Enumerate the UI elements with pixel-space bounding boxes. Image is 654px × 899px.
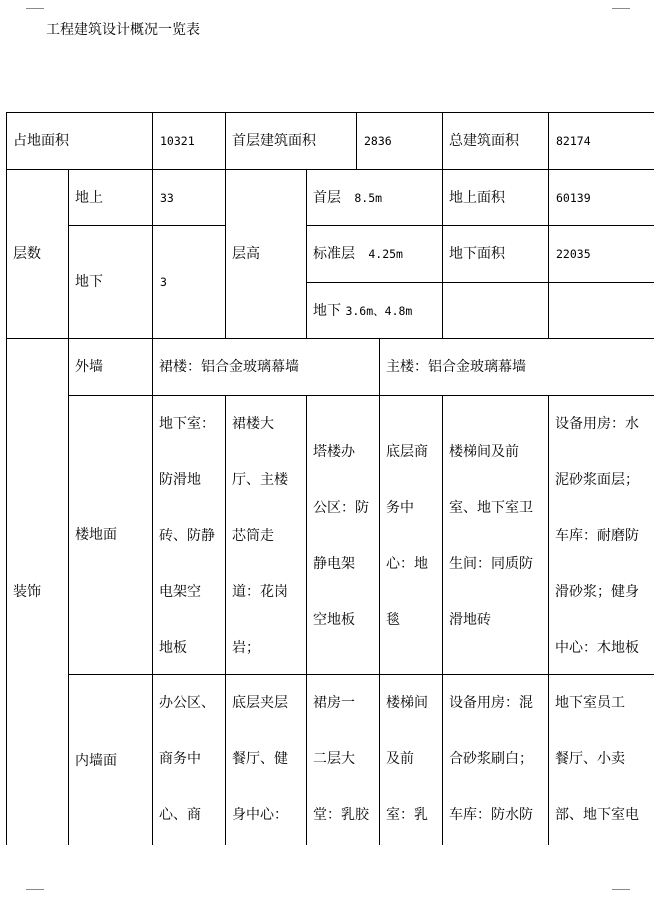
cell-text-line: 滑地砖: [449, 612, 491, 628]
cell-text-line: 车库：耐磨防: [555, 528, 639, 544]
cell-text-line: 防滑地: [159, 472, 201, 488]
floor-finish-cell: [442, 395, 548, 674]
cell-text-line: 部、地下室电: [555, 807, 639, 823]
first-floor-area-label: 首层建筑面积: [225, 112, 356, 169]
cell-text-line: 身中心：: [232, 807, 288, 823]
cell-text-line: 餐厅、小卖: [555, 751, 625, 767]
cell-text-line: 道：花岗: [232, 584, 288, 600]
cell-text-line: 芯筒走: [232, 528, 274, 544]
standard-floor-name: 标准层: [313, 246, 355, 262]
below-area-value: 22035: [548, 225, 654, 282]
floor-height-label: 层高: [225, 169, 306, 338]
cell-text-line: 办公区、: [159, 695, 215, 711]
floor-finish-label: 楼地面: [68, 395, 152, 674]
below-ground-value: 3: [152, 225, 225, 338]
cell-text-line: 裙楼大: [232, 416, 274, 432]
cell-text-line: 中心：木地板: [555, 640, 639, 656]
total-area-label: 总建筑面积: [442, 112, 548, 169]
site-area-value: 10321: [152, 112, 225, 169]
exterior-wall-label: 外墙: [68, 338, 152, 395]
page-corner-mark: [26, 0, 44, 9]
total-area-value: 82174: [548, 112, 654, 169]
cell-text-line: 室、地下室卫: [449, 500, 533, 516]
interior-wall-cell: [548, 674, 654, 845]
empty-cell: [548, 282, 654, 338]
above-ground-value: 33: [152, 169, 225, 225]
cell-text-line: 地下室员工: [555, 695, 625, 711]
cell-text-line: 设备用房：混: [449, 695, 533, 711]
underground-name: 地下: [313, 302, 341, 319]
below-ground-label: 地下: [68, 225, 152, 338]
cell-text-line: 心：地: [386, 556, 428, 572]
first-floor-height-value: 8.5m: [354, 190, 383, 205]
page-title: 工程建筑设计概况一览表: [46, 22, 200, 38]
cell-text-line: 车库：防水防: [449, 807, 533, 823]
cell-text-line: 裙房一: [313, 695, 355, 711]
cell-text-line: 电架空: [159, 584, 201, 600]
first-floor-name: 首层: [313, 189, 341, 206]
floor-finish-cell: [152, 395, 225, 674]
cell-text-line: 楼梯间及前: [449, 444, 519, 460]
cell-text-line: 砖、防静: [159, 528, 215, 544]
underground-floor-height: [306, 282, 442, 338]
cell-text-line: 滑砂浆；健身: [555, 584, 639, 600]
interior-wall-label: 内墙面: [68, 674, 152, 845]
cell-text-line: 毯: [386, 612, 400, 628]
below-area-label: 地下面积: [442, 225, 548, 282]
floors-label: 层数: [6, 169, 68, 338]
interior-wall-cell: [379, 674, 442, 845]
empty-cell: [442, 282, 548, 338]
above-ground-label: 地上: [68, 169, 152, 225]
cell-text-line: 堂：乳胶: [313, 807, 369, 823]
page-corner-mark: [612, 0, 630, 9]
standard-floor-height-value: 4.25m: [368, 247, 403, 261]
cell-text-line: 商务中: [159, 751, 201, 767]
interior-wall-cell: [225, 674, 306, 845]
cell-text-line: 公区：防: [313, 500, 369, 516]
standard-floor-height: [306, 225, 442, 282]
cell-text-line: 及前: [386, 751, 414, 767]
cell-text-line: 地板: [159, 640, 187, 656]
underground-height-value: 3.6m、4.8m: [345, 303, 413, 318]
cell-text-line: 二层大: [313, 751, 355, 767]
cell-text-line: 合砂浆刷白；: [449, 751, 533, 767]
decoration-label: 装饰: [6, 338, 68, 845]
floor-finish-cell: [548, 395, 654, 674]
cell-text-line: 地下室：: [159, 416, 215, 432]
site-area-label: 占地面积: [6, 112, 152, 169]
interior-wall-cell: [442, 674, 548, 845]
cell-text-line: 室：乳: [386, 807, 428, 823]
cell-text-line: 泥砂浆面层；: [555, 472, 639, 488]
cell-text-line: 设备用房：水: [555, 416, 639, 432]
cell-text-line: 厅、主楼: [232, 472, 288, 488]
cell-text-line: 静电架: [313, 556, 355, 572]
interior-wall-cell: [306, 674, 379, 845]
interior-wall-cell: [152, 674, 225, 845]
cell-text-line: 务中: [386, 500, 414, 516]
floor-finish-cell: [306, 395, 379, 674]
cell-text-line: 生间：同质防: [449, 556, 533, 572]
above-area-value: 60139: [548, 169, 654, 225]
floor-finish-cell: [225, 395, 306, 674]
cell-text-line: 岩；: [232, 640, 260, 656]
cell-text-line: 塔楼办: [313, 444, 355, 460]
exterior-main: 主楼：铝合金玻璃幕墙: [379, 338, 654, 395]
floor-finish-cell: [379, 395, 442, 674]
cell-text-line: 底层商: [386, 444, 428, 460]
cell-text-line: 底层夹层: [232, 695, 288, 711]
above-area-label: 地上面积: [442, 169, 548, 225]
cell-text-line: 楼梯间: [386, 695, 428, 711]
exterior-podium: 裙楼：铝合金玻璃幕墙: [152, 338, 379, 395]
cell-text-line: 餐厅、健: [232, 751, 288, 767]
first-floor-height: [306, 169, 442, 225]
cell-text-line: 心、商: [159, 807, 201, 823]
cell-text-line: 空地板: [313, 612, 355, 628]
first-floor-area-value: 2836: [356, 112, 442, 169]
